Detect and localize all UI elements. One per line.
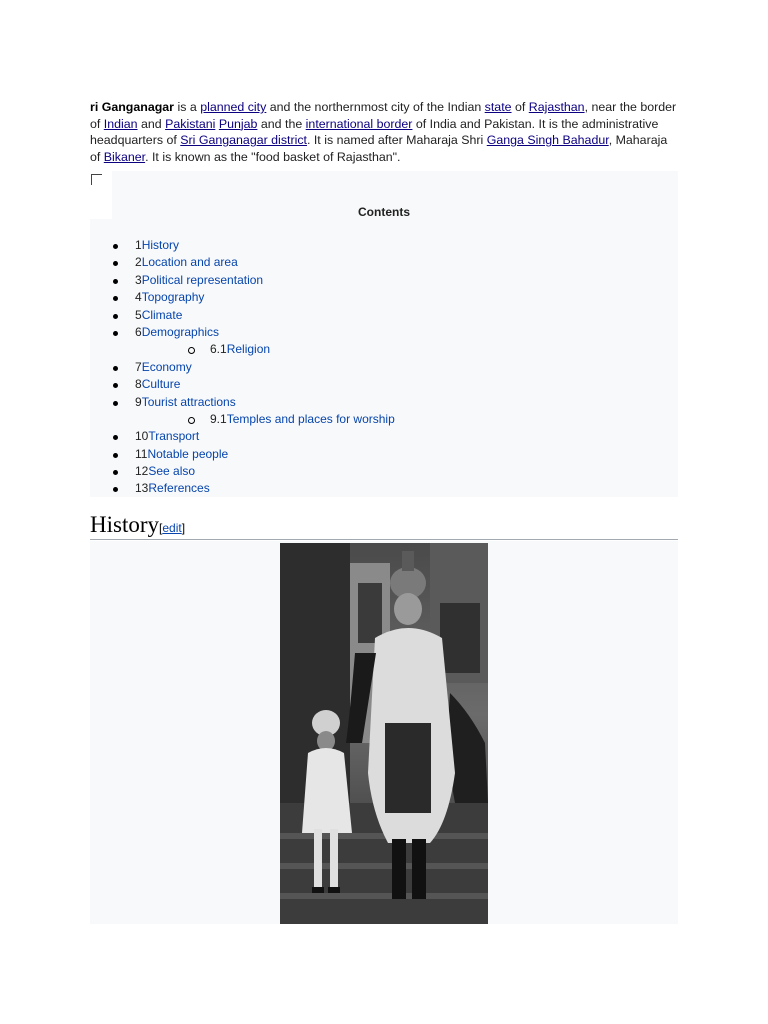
toc-item-link[interactable]: Location and area [141, 255, 238, 270]
intro-text: and the [257, 116, 306, 131]
toc-item-number: 1 [135, 238, 142, 252]
intro-text: and [137, 116, 166, 131]
link-pakistani[interactable]: Pakistani [165, 116, 216, 131]
intro-text: . It is named after Maharaja Shri [306, 133, 487, 147]
toc-item-link[interactable]: Demographics [141, 324, 220, 339]
toc-item-number: 6.1 [210, 342, 227, 357]
toc-item-number: 4 [135, 290, 142, 305]
toc-item-number: 11 [135, 446, 148, 461]
toc-list [90, 237, 678, 498]
circle-bullet-icon [188, 417, 195, 424]
toc-item-label [135, 446, 228, 463]
bullet-icon [113, 453, 118, 458]
bullet-icon [113, 279, 118, 284]
toc-item-label [135, 272, 263, 289]
toc-item-number: 7 [135, 359, 142, 374]
link-international-border[interactable]: international border [305, 116, 413, 131]
toc-item-label [135, 324, 219, 341]
toc-item[interactable] [90, 237, 678, 254]
toc-item-link[interactable]: Religion [226, 342, 271, 357]
intro-text: of [511, 100, 529, 114]
toc-item-label [135, 394, 236, 411]
edit-bracket-close: ] [181, 521, 186, 535]
intro-text: is a [174, 100, 201, 114]
bullet-icon [113, 383, 118, 388]
toc-item[interactable] [90, 376, 678, 393]
bullet-icon [113, 314, 118, 319]
edit-link[interactable]: edit [162, 521, 182, 535]
intro-text: and the northernmost city of the Indian [266, 100, 485, 114]
toc-item-label [135, 254, 238, 271]
toc-item-label [210, 411, 395, 428]
toc-item-link[interactable]: See also [148, 464, 196, 479]
bullet-icon [113, 366, 118, 371]
toc-item[interactable] [90, 324, 678, 341]
link-indian[interactable]: Indian [103, 116, 138, 131]
edit-bracket-open: [ [159, 521, 163, 535]
toc-item[interactable] [90, 341, 678, 358]
toc-item-link[interactable]: Transport [148, 429, 200, 444]
toc-item[interactable] [90, 359, 678, 376]
figure-box [90, 541, 678, 924]
toc-toggle-checkbox[interactable] [91, 174, 102, 185]
intro-text: . It is known as the "food basket of Rajasthan". [145, 149, 401, 164]
toc-item-number: 3 [135, 272, 142, 287]
toc-item-link[interactable]: History [141, 238, 180, 252]
circle-bullet-icon [188, 347, 195, 354]
link-sri-ganganagar-district[interactable]: Sri Ganganagar district [180, 133, 307, 147]
toc-item-label [135, 289, 204, 306]
toc-item-link[interactable]: Political representation [141, 272, 264, 287]
toc-item-label [135, 463, 195, 480]
toc-item-link[interactable]: Temples and places for worship [226, 411, 395, 426]
bullet-icon [113, 401, 118, 406]
toc-item-number: 13 [135, 481, 149, 496]
toc-item-number: 8 [135, 377, 142, 392]
section-heading-history [90, 510, 678, 540]
toc-item-number: 6 [135, 324, 142, 339]
toc-item-number: 2 [135, 255, 142, 270]
toc-item-link[interactable]: Economy [141, 359, 192, 374]
toc-item[interactable] [90, 254, 678, 271]
toc-item-label [135, 359, 192, 376]
bullet-icon [113, 435, 118, 440]
link-state[interactable]: state [484, 100, 512, 114]
bullet-icon [113, 331, 118, 336]
section-heading-text: History [90, 512, 159, 537]
bullet-icon [113, 244, 118, 249]
intro-text: of India and Pakistan. It is the administrative headquarters of [90, 116, 659, 147]
toc-item[interactable] [90, 446, 678, 463]
toc-item[interactable] [90, 411, 678, 428]
toc-item-number: 12 [135, 464, 149, 479]
bullet-icon [113, 470, 118, 475]
toc-item-link[interactable]: Tourist attractions [141, 394, 236, 409]
toc-title: Contents [358, 205, 410, 219]
toc-item-number: 9.1 [210, 411, 227, 426]
table-of-contents [90, 171, 678, 497]
link-bikaner[interactable]: Bikaner [103, 149, 146, 164]
toc-item-number: 5 [135, 307, 142, 322]
bullet-icon [113, 296, 118, 301]
toc-item-link[interactable]: Notable people [147, 446, 229, 461]
toc-item-number: 10 [135, 429, 149, 444]
toc-item-label [135, 428, 199, 445]
bullet-icon [113, 487, 118, 492]
toc-item[interactable] [90, 394, 678, 411]
toc-item[interactable] [90, 428, 678, 445]
link-planned-city[interactable]: planned city [200, 100, 267, 114]
toc-item[interactable] [90, 463, 678, 480]
toc-item[interactable] [90, 480, 678, 497]
intro-text: , Maharaja of [90, 133, 668, 164]
toc-item-number: 9 [135, 394, 142, 409]
toc-item[interactable] [90, 307, 678, 324]
link-rajasthan[interactable]: Rajasthan [528, 100, 585, 114]
toc-item-label [210, 341, 270, 358]
toc-item-label [135, 376, 180, 393]
article-title-bold: ri Ganganagar [90, 100, 175, 114]
toc-item-link[interactable]: References [148, 481, 210, 496]
historical-photo[interactable] [280, 543, 488, 924]
toc-item-label [135, 237, 179, 254]
edit-section [159, 521, 185, 535]
bullet-icon [113, 261, 118, 266]
toc-item[interactable] [90, 272, 678, 289]
toc-item[interactable] [90, 289, 678, 306]
toc-item-link[interactable]: Climate [141, 307, 183, 322]
link-ganga-singh-bahadur[interactable]: Ganga Singh Bahadur [486, 133, 609, 147]
toc-item-link[interactable]: Topography [141, 290, 205, 305]
toc-item-link[interactable]: Culture [141, 377, 181, 392]
link-punjab[interactable]: Punjab [218, 116, 258, 131]
intro-text: , near the border of [90, 100, 677, 131]
photo-image-icon [280, 543, 488, 924]
intro-paragraph [90, 99, 680, 165]
toc-item-label [135, 307, 182, 324]
toc-item-label [135, 480, 210, 497]
